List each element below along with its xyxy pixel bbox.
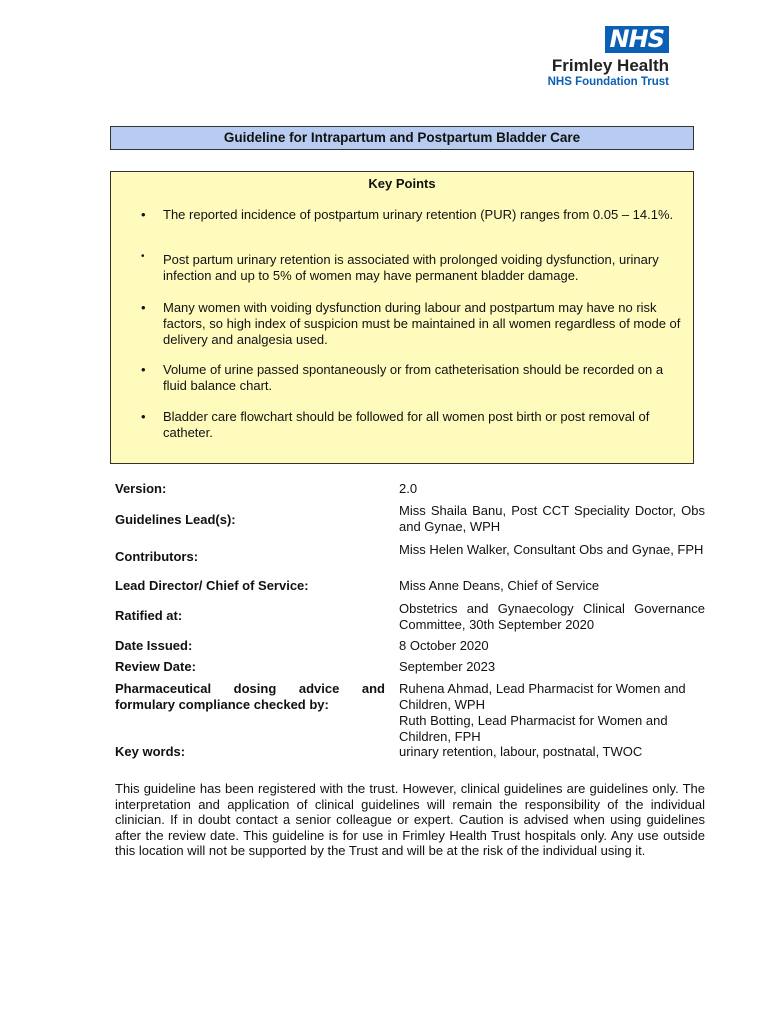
meta-label: Guidelines Lead(s): bbox=[115, 512, 236, 527]
key-point-item bbox=[141, 409, 688, 441]
disclaimer-paragraph: This guideline has been registered with the trust. However, clinical guidelines are guidelines only. The interpretation and application of clinical guidelines will remain the responsibility of the individual clinician. If in doubt contact a senior colleague or expert. Caution is advised when using guidelines after the review date. This guideline is for use in Frimley Health Trust hospitals only. Any use outside this location will not be supported by the Trust and will be at the risk of the individual using it. bbox=[115, 781, 705, 858]
meta-label: Ratified at: bbox=[115, 608, 183, 623]
key-point-text: Post partum urinary retention is associated with prolonged voiding dysfunction, urinary infection and up to 5% of women may have permanent bladder damage. bbox=[163, 252, 659, 283]
meta-label: Pharmaceutical dosing advice and formulary compliance checked by: bbox=[115, 681, 385, 712]
meta-label: Lead Director/ Chief of Service: bbox=[115, 578, 309, 593]
meta-label: Version: bbox=[115, 481, 167, 496]
key-point-text: Bladder care flowchart should be followed for all women post birth or post removal of catheter. bbox=[163, 409, 650, 440]
org-name: Frimley Health bbox=[551, 56, 669, 75]
meta-label: Date Issued: bbox=[115, 638, 193, 653]
key-point-item bbox=[141, 207, 688, 223]
pharmacist-line: Ruth Botting, Lead Pharmacist for Women and Children, FPH bbox=[399, 713, 668, 744]
key-points-box bbox=[110, 171, 694, 464]
meta-value: urinary retention, labour, postnatal, TWOC bbox=[399, 744, 643, 759]
nhs-badge: NHS bbox=[605, 26, 669, 53]
pharmacist-line: Ruhena Ahmad, Lead Pharmacist for Women and Children, WPH bbox=[399, 681, 686, 712]
meta-value: Miss Shaila Banu, Post CCT Speciality Doctor, Obs and Gynae, WPH bbox=[399, 503, 705, 534]
document-title: Guideline for Intrapartum and Postpartum Bladder Care bbox=[110, 126, 694, 150]
key-point-text: Volume of urine passed spontaneously or from catheterisation should be recorded on a fluid balance chart. bbox=[163, 362, 664, 393]
bullet-icon: • bbox=[141, 207, 146, 222]
key-point-item bbox=[141, 251, 688, 284]
key-points-heading: Key Points bbox=[368, 176, 436, 191]
key-point-text: The reported incidence of postpartum urinary retention (PUR) ranges from 0.05 – 14.1%. bbox=[163, 207, 674, 222]
key-point-text: Many women with voiding dysfunction during labour and postpartum may have no risk factors, so high index of suspicion must be maintained in all women regardless of mode of delivery and analgesia used. bbox=[163, 300, 681, 347]
meta-value: 8 October 2020 bbox=[399, 638, 489, 653]
meta-value: Miss Helen Walker, Consultant Obs and Gynae, FPH bbox=[399, 542, 704, 557]
meta-value: September 2023 bbox=[399, 659, 496, 674]
key-point-item bbox=[141, 362, 688, 394]
bullet-icon: • bbox=[141, 409, 146, 424]
bullet-icon: • bbox=[141, 251, 145, 262]
org-subtitle: NHS Foundation Trust bbox=[547, 76, 669, 88]
bullet-icon: • bbox=[141, 300, 146, 315]
meta-label: Key words: bbox=[115, 744, 186, 759]
meta-value: Obstetrics and Gynaecology Clinical Governance Committee, 30th September 2020 bbox=[399, 601, 705, 632]
meta-value: 2.0 bbox=[399, 481, 418, 496]
meta-value bbox=[399, 681, 705, 745]
nhs-logo bbox=[534, 26, 669, 89]
meta-value: Miss Anne Deans, Chief of Service bbox=[399, 578, 600, 593]
key-point-item bbox=[141, 300, 688, 348]
meta-label: Review Date: bbox=[115, 659, 196, 674]
bullet-icon: • bbox=[141, 362, 146, 377]
meta-label: Contributors: bbox=[115, 549, 199, 564]
